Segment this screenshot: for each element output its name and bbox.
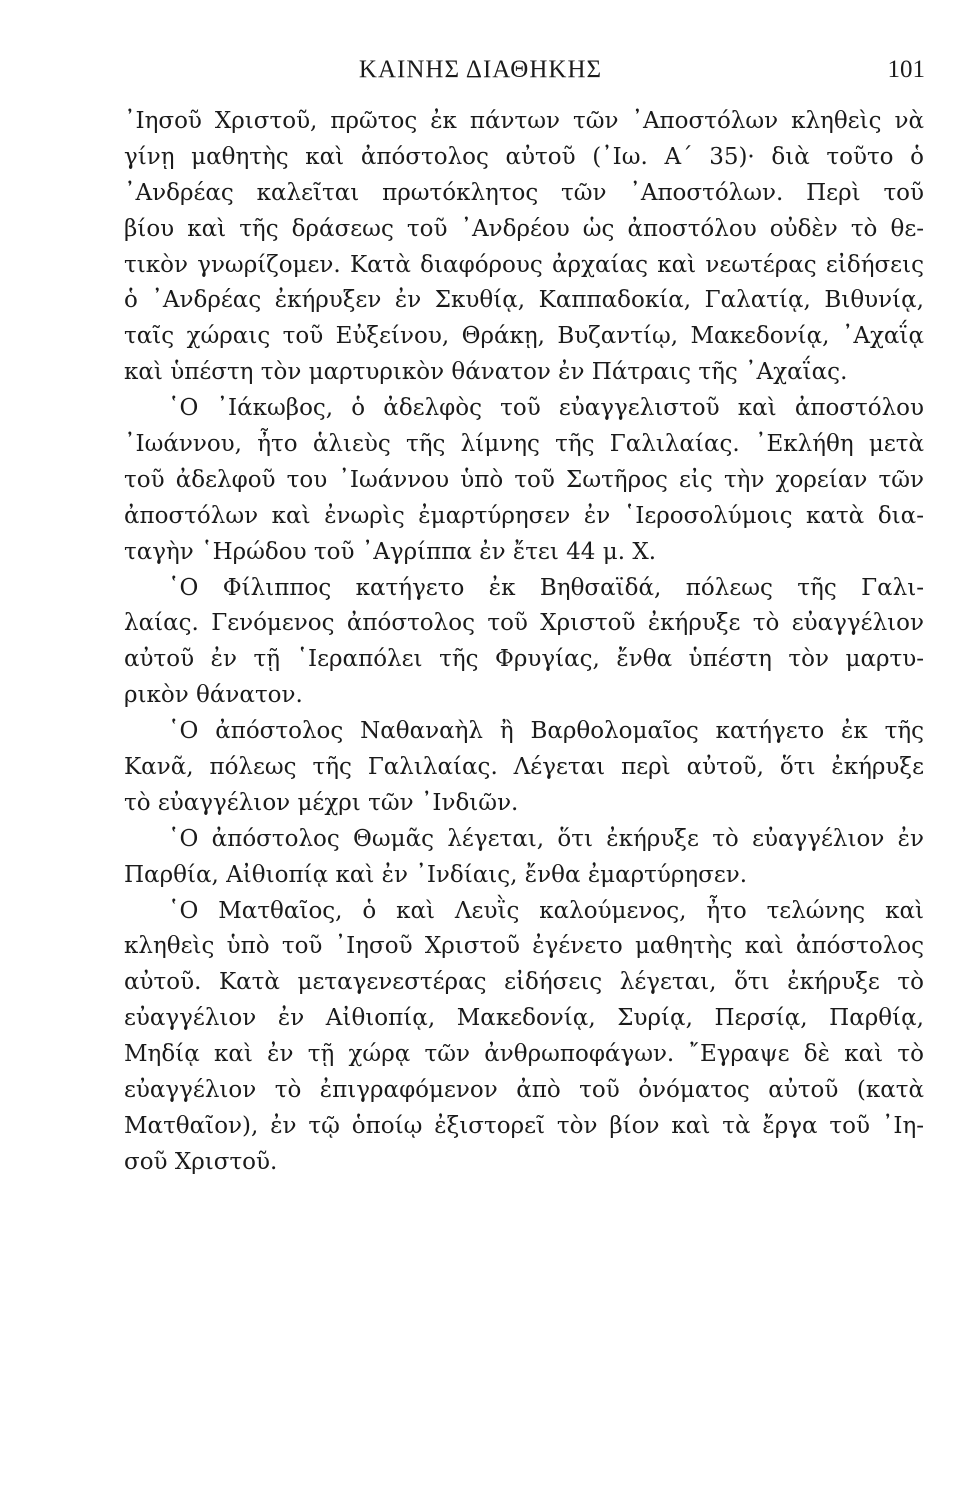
running-title: ΚΑΙΝΗΣ ΔΙΑΘΗΚΗΣ: [358, 56, 603, 83]
text-line: ῾Ο ἀπόστολος Θωμᾶς λέγεται, ὅτι ἐκήρυξε τὸ εὐαγγέλιον ἐν: [168, 825, 924, 852]
text-line: Παρθία, Αἰθιοπίᾳ καὶ ἐν ᾿Ινδίαις, ἔνθα ἐμαρτύρησεν.: [124, 861, 748, 888]
text-line: κληθεὶς ὑπὸ τοῦ ᾿Ιησοῦ Χριστοῦ ἐγένετο μαθητὴς καὶ ἀπόστολος: [124, 933, 924, 960]
text-line: Κανᾶ, πόλεως τῆς Γαλιλαίας. Λέγεται περὶ αὐτοῦ, ὅτι ἐκήρυξε: [124, 754, 924, 781]
text-line: ῾Ο Φίλιππος κατήγετο ἐκ Βηθσαϊδά, πόλεως τῆς Γαλι-: [168, 574, 924, 601]
page-number: 101: [887, 56, 925, 83]
text-line: ρικὸν θάνατον.: [124, 682, 303, 709]
body-text: [124, 104, 924, 1181]
text-line: Μηδίᾳ καὶ ἐν τῇ χώρᾳ τῶν ἀνθρωποφάγων. ῎Εγραψε δὲ καὶ τὸ: [124, 1041, 924, 1068]
text-line: Ματθαῖον), ἐν τῷ ὁποίῳ ἐξιστορεῖ τὸν βίον καὶ τὰ ἔργα τοῦ ᾿Ιη-: [124, 1112, 924, 1139]
text-line: αὐτοῦ ἐν τῇ ῾Ιεραπόλει τῆς Φρυγίας, ἔνθα ὑπέστη τὸν μαρτυ-: [124, 646, 924, 673]
text-line: αὐτοῦ. Κατὰ μεταγενεστέρας εἰδήσεις λέγεται, ὅτι ἐκήρυξε τὸ: [124, 969, 924, 996]
text-line: λαίας. Γενόμενος ἀπόστολος τοῦ Χριστοῦ ἐκήρυξε τὸ εὐαγγέλιον: [124, 610, 924, 637]
text-line: ταγὴν ῾Ηρώδου τοῦ ᾿Αγρίππα ἐν ἔτει 44 μ. Χ.: [124, 538, 657, 565]
text-line: ῾Ο ᾿Ιάκωβος, ὁ ἀδελφὸς τοῦ εὐαγγελιστοῦ καὶ ἀποστόλου: [168, 395, 924, 422]
text-line: βίου καὶ τῆς δράσεως τοῦ ᾿Ανδρέου ὡς ἀποστόλου οὐδὲν τὸ θε-: [124, 215, 924, 242]
text-line: τοῦ ἀδελφοῦ του ᾿Ιωάννου ὑπὸ τοῦ Σωτῆρος εἰς τὴν χορείαν τῶν: [124, 466, 924, 493]
text-line: ᾿Ιωάννου, ἦτο ἁλιεὺς τῆς λίμνης τῆς Γαλιλαίας. ᾿Εκλήθη μετὰ: [124, 431, 924, 458]
text-line: τὸ εὐαγγέλιον μέχρι τῶν ᾿Ινδιῶν.: [124, 789, 519, 816]
text-line: ταῖς χώραις τοῦ Εὐξείνου, Θράκῃ, Βυζαντίῳ, Μακεδονίᾳ, ᾿Αχαΐᾳ: [124, 323, 924, 350]
text-line: τικὸν γνωρίζομεν. Κατὰ διαφόρους ἀρχαίας καὶ νεωτέρας εἰδήσεις: [124, 251, 924, 278]
text-line: εὐαγγέλιον τὸ ἐπιγραφόμενον ἀπὸ τοῦ ὀνόματος αὐτοῦ (κατὰ: [124, 1077, 924, 1104]
text-line: ᾿Ανδρέας καλεῖται πρωτόκλητος τῶν ᾿Αποστόλων. Περὶ τοῦ: [124, 179, 924, 206]
text-line: ῾Ο Ματθαῖος, ὁ καὶ Λευῒς καλούμενος, ἦτο τελώνης καὶ: [168, 897, 924, 924]
text-line: γίνῃ μαθητὴς καὶ ἀπόστολος αὐτοῦ (᾿Ιω. Α´ 35)· διὰ τοῦτο ὁ: [124, 143, 924, 170]
text-line: καὶ ὑπέστη τὸν μαρτυρικὸν θάνατον ἐν Πάτραις τῆς ᾿Αχαΐας.: [124, 359, 848, 386]
text-line: σοῦ Χριστοῦ.: [124, 1148, 278, 1175]
text-line: ὁ ᾿Ανδρέας ἐκήρυξεν ἐν Σκυθίᾳ, Καππαδοκία, Γαλατίᾳ, Βιθυνίᾳ,: [124, 287, 924, 314]
text-line: ᾿Ιησοῦ Χριστοῦ, πρῶτος ἐκ πάντων τῶν ᾿Αποστόλων κληθεὶς νὰ: [124, 108, 924, 134]
text-line: εὐαγγέλιον ἐν Αἰθιοπίᾳ, Μακεδονίᾳ, Συρίᾳ, Περσίᾳ, Παρθίᾳ,: [124, 1005, 924, 1032]
text-line: ἀποστόλων καὶ ἐνωρὶς ἐμαρτύρησεν ἐν ῾Ιεροσολύμοις κατὰ δια-: [124, 502, 924, 529]
text-line: ῾Ο ἀπόστολος Ναθαναὴλ ἢ Βαρθολομαῖος κατήγετο ἐκ τῆς: [168, 718, 924, 745]
